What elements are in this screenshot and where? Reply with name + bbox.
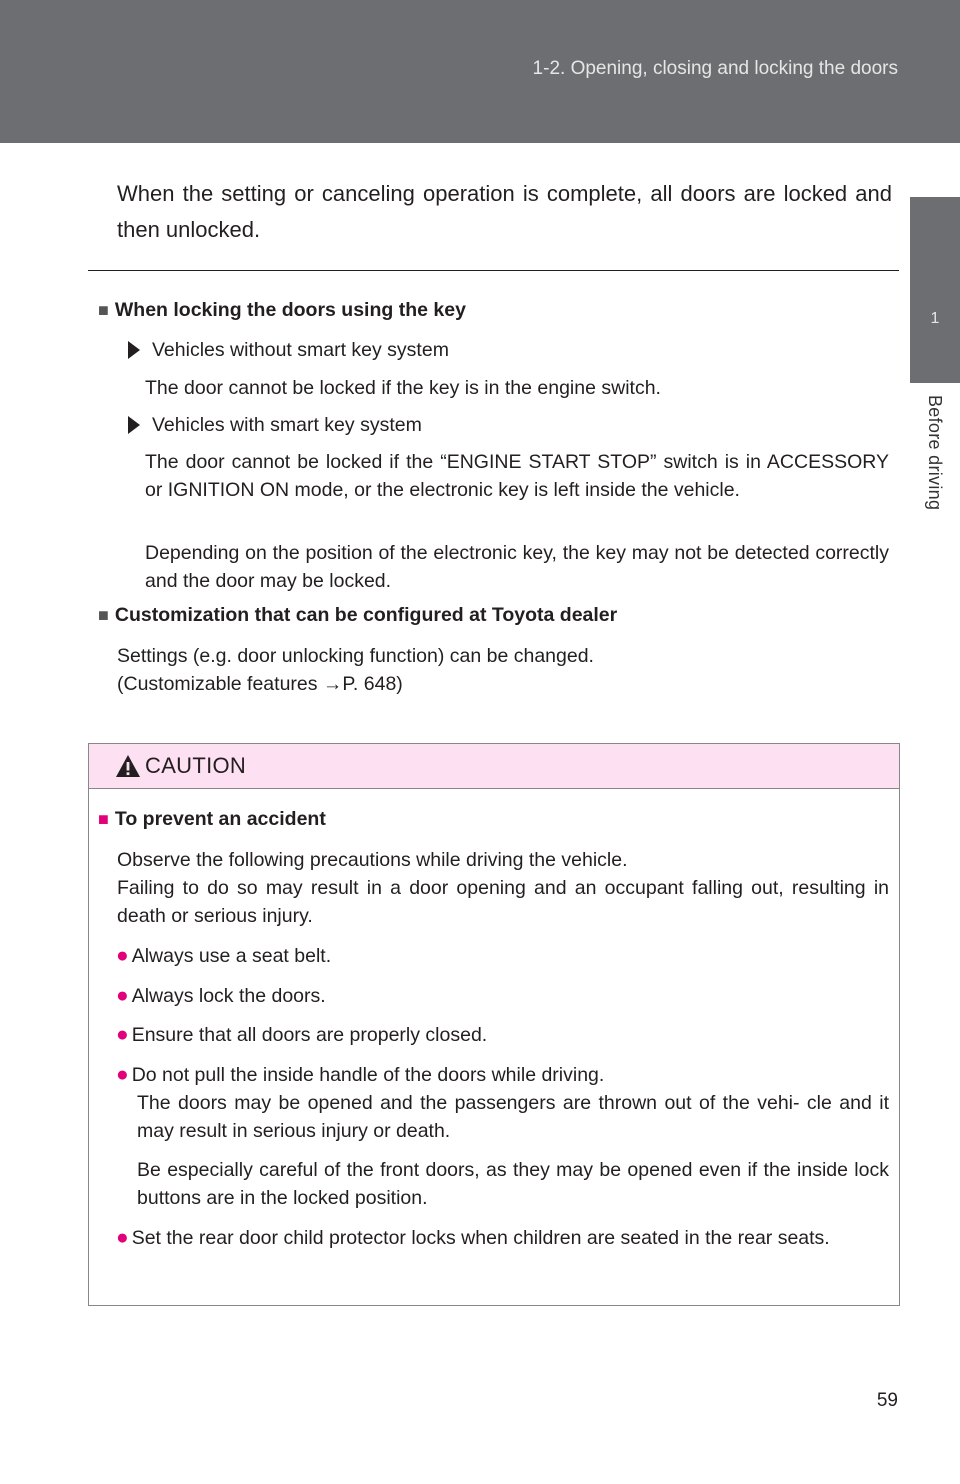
triangle-bullet-icon [128,341,140,359]
caution-intro: Observe the following precautions while driving the vehicle. [117,849,628,871]
section-title: 1-2. Opening, closing and locking the doors [532,58,898,79]
caution-bullet: ● Ensure that all doors are properly closed. [116,1023,488,1046]
square-bullet-icon: ■ [98,605,109,625]
dot-bullet-icon: ● [116,1226,129,1249]
caution-bullet-detail: The doors may be opened and the passengers are thrown out of the vehi- cle and it may result in serious injury or death. [137,1092,889,1142]
square-bullet-icon: ■ [98,300,109,320]
item-without-smart-key-text: The door cannot be locked if the key is in the engine switch. [145,377,661,399]
customization-reference: (Customizable features →P. 648) [117,673,403,695]
caution-heading: ■ To prevent an accident [98,808,326,830]
caution-bullet: ● Do not pull the inside handle of the doors while driving. [116,1063,605,1086]
caution-title: CAUTION [145,753,247,778]
dot-bullet-icon: ● [116,1063,129,1086]
page-number: 59 [876,1390,898,1411]
dot-bullet-icon: ● [116,1023,129,1046]
caution-bullet: ● Always use a seat belt. [116,944,332,967]
caution-bullet: ● Set the rear door child protector locks when children are seated in the rear seats. [116,1224,889,1252]
item-with-smart-key-text-2: Depending on the position of the electronic key, the key may not be detected correctly and the door may be locked. [145,542,889,592]
item-with-smart-key: Vehicles with smart key system [128,411,422,439]
divider [88,270,899,271]
caution-header [89,744,899,789]
item-without-smart-key: Vehicles without smart key system [128,336,449,364]
caution-bullet-detail-2: Be especially careful of the front doors, as they may be opened even if the inside lock buttons are in the locked position. [137,1159,889,1209]
chapter-tab [910,197,960,383]
triangle-bullet-icon [128,416,140,434]
customization-text: Settings (e.g. door unlocking function) can be changed. (Customizable features →P. 648) [117,642,594,698]
caution-intro-2: Failing to do so may result in a door opening and an occupant falling out, resulting in death or serious injury. [117,877,889,927]
page-header [0,0,960,143]
warning-icon [115,754,141,778]
dot-bullet-icon: ● [116,984,129,1007]
square-bullet-icon: ■ [98,809,109,829]
arrow-icon: → [322,673,343,695]
intro-paragraph: When the setting or canceling operation is complete, all doors are locked and then unlocked. [117,181,892,242]
chapter-number: 1 [930,310,940,327]
chapter-label: Before driving [925,395,945,511]
caution-bullet: ● Always lock the doors. [116,984,326,1007]
dot-bullet-icon: ● [116,944,129,967]
section-heading-locking: ■ When locking the doors using the key [98,299,466,321]
section-heading-customization: ■ Customization that can be configured at Toyota dealer [98,604,618,626]
item-with-smart-key-text: The door cannot be locked if the “ENGINE START STOP” switch is in ACCESSORY or IGNITION ON mode, or the electronic key is left inside the vehicle. [145,451,889,501]
caution-box [88,743,900,1306]
